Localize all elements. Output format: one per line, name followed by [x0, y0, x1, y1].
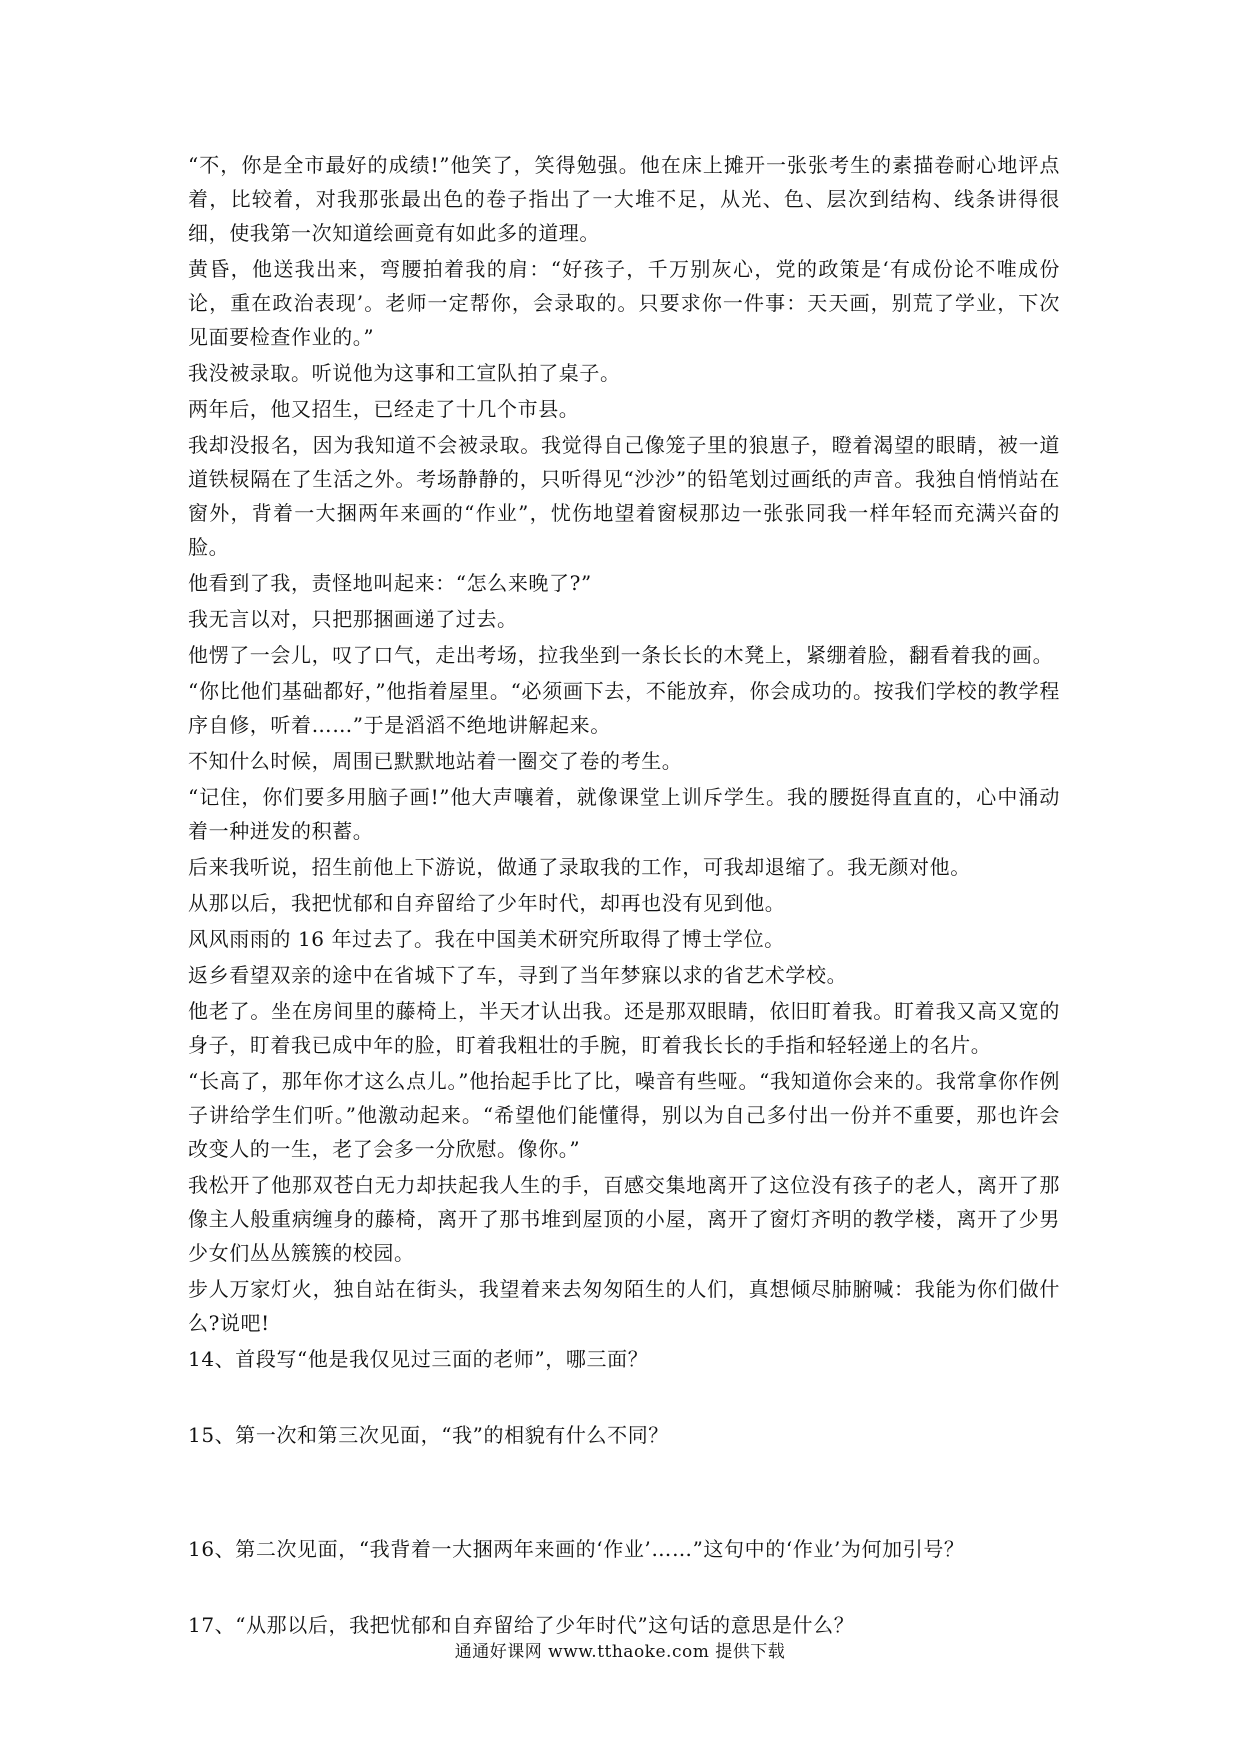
paragraph-3: 我没被录取。听说他为这事和工宣队拍了桌子。 — [188, 361, 621, 385]
page-footer: 通通好课网 www.tthaoke.com 提供下载 — [454, 1642, 786, 1662]
question-14: 14、首段写“他是我仅见过三面的老师”，哪三面？ — [188, 1347, 649, 1371]
document-page — [188, 148, 1060, 1642]
paragraph-5: 我却没报名，因为我知道不会被录取。我觉得自己像笼子里的狼崽子，瞪着渴望的眼睛，被一道道铁棂隔在了生活之外。考场静静的，只听得见“沙沙”的铅笔划过画纸的声音。我独自悄悄站在窗外，背着一大捆两年来画的“作业”，忧伤地望着窗棂那边一张张同我一样年轻而充满兴奋的脸。 — [188, 433, 1060, 559]
paragraph-10: 不知什么时候，周围已默默地站着一圈交了卷的考生。 — [188, 749, 683, 773]
paragraph-15: 返乡看望双亲的途中在省城下了车，寻到了当年梦寐以求的省艺术学校。 — [188, 963, 848, 987]
question-16: 16、第二次见面，“我背着一大捆两年来画的‘作业’……”这句中的‘作业’为何加引号？ — [188, 1537, 965, 1561]
paragraph-16: 他老了。坐在房间里的藤椅上，半天才认出我。还是那双眼睛，依旧盯着我。盯着我又高又宽的身子，盯着我已成中年的脸，盯着我粗壮的手腕，盯着我长长的手指和轻轻递上的名片。 — [188, 999, 1060, 1057]
paragraph-8: 他愣了一会儿，叹了口气，走出考场，拉我坐到一条长长的木凳上，紧绷着脸，翻看着我的画。 — [188, 643, 1054, 667]
paragraph-1: “不，你是全市最好的成绩!”他笑了，笑得勉强。他在床上摊开一张张考生的素描卷耐心地评点着，比较着，对我那张最出色的卷子指出了一大堆不足，从光、色、层次到结构、线条讲得很细，使我第一次知道绘画竟有如此多的道理。 — [188, 153, 1060, 245]
paragraph-19: 步人万家灯火，独自站在街头，我望着来去匆匆陌生的人们，真想倾尽肺腑喊：我能为你们做什么?说吧! — [188, 1277, 1060, 1335]
paragraph-7: 我无言以对，只把那捆画递了过去。 — [188, 607, 518, 631]
paragraph-18: 我松开了他那双苍白无力却扶起我人生的手，百感交集地离开了这位没有孩子的老人，离开了那像主人般重病缠身的藤椅，离开了那书堆到屋顶的小屋，离开了窗灯齐明的教学楼，离开了少男少女们丛丛簇簇的校园。 — [188, 1173, 1060, 1265]
paragraph-13: 从那以后，我把忧郁和自弃留给了少年时代，却再也没有见到他。 — [188, 891, 786, 915]
question-17: 17、“从那以后，我把忧郁和自弃留给了少年时代”这句话的意思是什么？ — [188, 1613, 855, 1637]
paragraph-17: “长高了，那年你才这么点儿。”他抬起手比了比，噪音有些哑。“我知道你会来的。我常拿你作例子讲给学生们听。”他激动起来。“希望他们能懂得，别以为自己多付出一份并不重要，那也许会改变人的一生，老了会多一分欣慰。像你。” — [188, 1069, 1060, 1161]
paragraph-9: “你比他们基础都好，”他指着屋里。“必须画下去，不能放弃，你会成功的。按我们学校的教学程序自修，听着……”于是滔滔不绝地讲解起来。 — [188, 679, 1060, 737]
paragraph-2: 黄昏，他送我出来，弯腰拍着我的肩：“好孩子，千万别灰心，党的政策是‘有成份论不唯成份论，重在政治表现’。老师一定帮你，会录取的。只要求你一件事：天天画，别荒了学业，下次见面要检查作业的。” — [188, 257, 1060, 349]
paragraph-14: 风风雨雨的 16 年过去了。我在中国美术研究所取得了博士学位。 — [188, 927, 785, 951]
paragraph-11: “记住，你们要多用脑子画!”他大声嚷着，就像课堂上训斥学生。我的腰挺得直直的，心中涌动着一种迸发的积蓄。 — [188, 785, 1060, 843]
paragraph-4: 两年后，他又招生，已经走了十几个市县。 — [188, 397, 580, 421]
paragraph-6: 他看到了我，责怪地叫起来：“怎么来晚了?” — [188, 571, 592, 595]
question-15: 15、第一次和第三次见面，“我”的相貌有什么不同？ — [188, 1423, 669, 1447]
paragraph-12: 后来我听说，招生前他上下游说，做通了录取我的工作，可我却退缩了。我无颜对他。 — [188, 855, 971, 879]
